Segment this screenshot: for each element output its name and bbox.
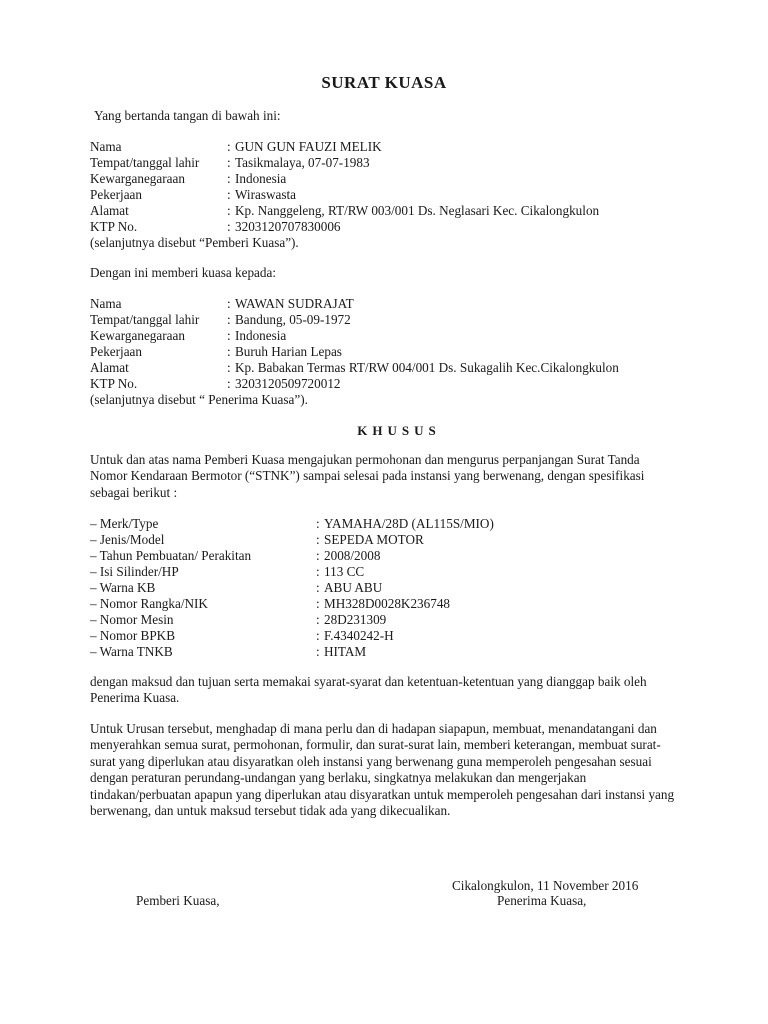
penerima-row: Pekerjaan : Buruh Harian Lepas (90, 344, 342, 359)
khusus-heading: KHUSUS (357, 423, 441, 438)
spec-row: – Isi Silinder/HP : 113 CC (90, 564, 365, 579)
spec-row: – Nomor BPKB : F.4340242-H (90, 628, 394, 643)
penerima-row: Kewarganegaraan : Indonesia (90, 328, 287, 343)
pemberi-row: Pekerjaan : Wiraswasta (90, 187, 296, 202)
penerima-row: KTP No. : 3203120509720012 (90, 376, 341, 391)
document-title: SURAT KUASA (321, 73, 447, 92)
pemberi-row: KTP No. : 3203120707830006 (90, 219, 341, 234)
spec-row: – Tahun Pembuatan/ Perakitan : 2008/2008 (90, 548, 381, 563)
spec-row: – Nomor Mesin : 28D231309 (90, 612, 387, 627)
pemberi-row: Nama : GUN GUN FAUZI MELIK (90, 139, 382, 154)
pemberi-row: Alamat : Kp. Nanggeleng, RT/RW 003/001 Ds. Neglasari Kec. Cikalongkulon (90, 203, 600, 218)
spec-row: – Merk/Type : YAMAHA/28D (AL115S/MIO) (90, 516, 494, 531)
memberi-kuasa-text: Dengan ini memberi kuasa kepada: (90, 265, 277, 280)
penerima-row: Nama : WAWAN SUDRAJAT (90, 296, 354, 311)
penerima-note: (selanjutnya disebut “ Penerima Kuasa”). (90, 392, 308, 407)
penerima-row: Alamat : Kp. Babakan Termas RT/RW 004/001 Ds. Sukagalih Kec.Cikalongkulon (90, 360, 619, 375)
paragraph-urusan: Untuk Urusan tersebut, menghadap di mana perlu dan di hadapan siapapun, membuat, menandatangani dan menyerahkan semua surat, permohonan, formulir, dan surat-surat lain, memberi keterangan, membuat surat-surat yang diperlukan atau disyaratkan oleh instansi yang berwenang guna memperoleh pengesahan sesuai dengan peraturan perundang-undangan yang berlaku, singkatnya melakukan dan mengerjakan tindakan/perbuatan apapun yang diperlukan atau disyaratkan untuk memperoleh pengesahan dari instansi yang berwenang, dan untuk maksud tersebut tidak ada yang dikecualikan. (90, 721, 675, 819)
spec-row: – Jenis/Model : SEPEDA MOTOR (90, 532, 424, 547)
place-date: Cikalongkulon, 11 November 2016 (452, 878, 639, 893)
penerima-row: Tempat/tanggal lahir : Bandung, 05-09-1972 (90, 312, 351, 327)
spec-row: – Warna KB : ABU ABU (90, 580, 383, 595)
pemberi-row: Kewarganegaraan : Indonesia (90, 171, 287, 186)
intro-text: Yang bertanda tangan di bawah ini: (94, 108, 281, 123)
pemberi-note: (selanjutnya disebut “Pemberi Kuasa”). (90, 235, 299, 250)
paragraph-mengurus: Untuk dan atas nama Pemberi Kuasa mengajukan permohonan dan mengurus perpanjangan Surat Tanda Nomor Kendaraan Bermotor (“STNK”) sampai selesai pada instansi yang berwenang, dengan spesifikasi sebagai berikut : (90, 452, 645, 500)
spec-row: – Warna TNKB : HITAM (90, 644, 367, 659)
paragraph-maksud: dengan maksud dan tujuan serta memakai syarat-syarat dan ketentuan-ketentuan yang dianggap baik oleh Penerima Kuasa. (90, 674, 647, 706)
signature-pemberi-label: Pemberi Kuasa, (136, 893, 220, 908)
pemberi-row: Tempat/tanggal lahir : Tasikmalaya, 07-07-1983 (90, 155, 370, 170)
spec-row: – Nomor Rangka/NIK : MH328D0028K236748 (90, 596, 451, 611)
signature-penerima-label: Penerima Kuasa, (497, 893, 587, 908)
